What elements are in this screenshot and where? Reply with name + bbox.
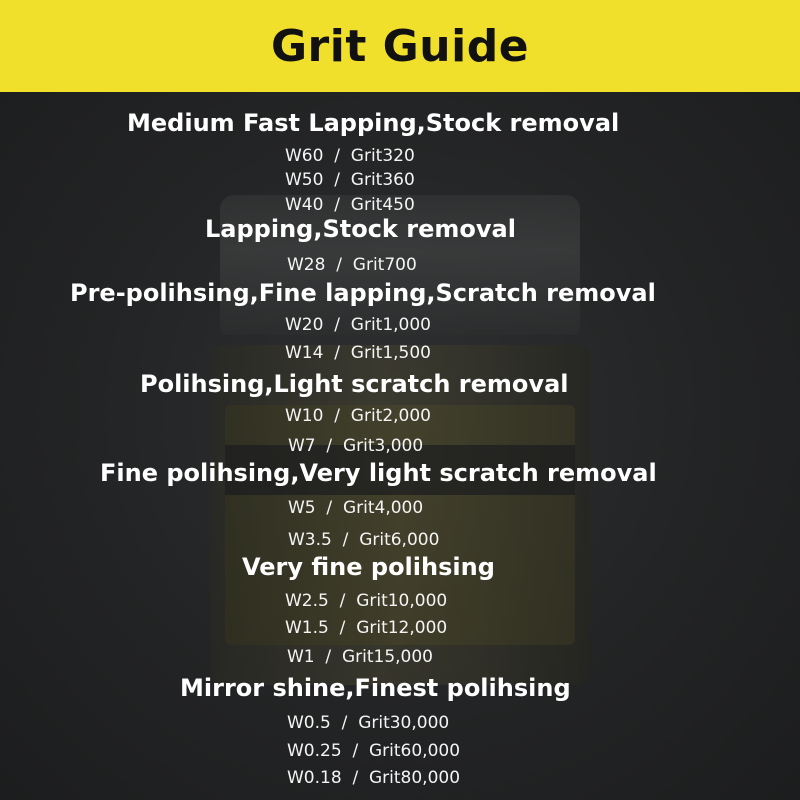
grit-item: W0.5 / Grit30,000: [287, 713, 450, 733]
grit-item: W0.18 / Grit80,000: [287, 768, 461, 788]
section-heading: Polihsing,Light scratch removal: [140, 370, 569, 398]
page-title: Grit Guide: [270, 20, 530, 72]
title-banner: [0, 0, 800, 92]
section-heading: Fine polihsing,Very light scratch removal: [100, 459, 657, 487]
grit-item: W28 / Grit700: [287, 255, 417, 275]
section-heading: Lapping,Stock removal: [205, 215, 516, 243]
section-heading: Pre-polihsing,Fine lapping,Scratch removal: [70, 279, 656, 307]
section-heading: Medium Fast Lapping,Stock removal: [127, 109, 620, 137]
grit-item: W60 / Grit320: [285, 146, 415, 166]
grit-item: W3.5 / Grit6,000: [288, 530, 440, 550]
grit-item: W20 / Grit1,000: [285, 315, 432, 335]
section-heading: Very fine polihsing: [242, 553, 495, 581]
grit-item: W7 / Grit3,000: [288, 436, 424, 456]
grit-item: W40 / Grit450: [285, 195, 415, 215]
grit-item: W1 / Grit15,000: [287, 647, 434, 667]
grit-item: W2.5 / Grit10,000: [285, 591, 448, 611]
grit-item: W5 / Grit4,000: [288, 498, 424, 518]
grit-item: W14 / Grit1,500: [285, 343, 432, 363]
grit-item: W10 / Grit2,000: [285, 406, 432, 426]
section-heading: Mirror shine,Finest polihsing: [180, 674, 571, 702]
grit-item: W1.5 / Grit12,000: [285, 618, 448, 638]
grit-item: W50 / Grit360: [285, 170, 415, 190]
grit-item: W0.25 / Grit60,000: [287, 741, 461, 761]
